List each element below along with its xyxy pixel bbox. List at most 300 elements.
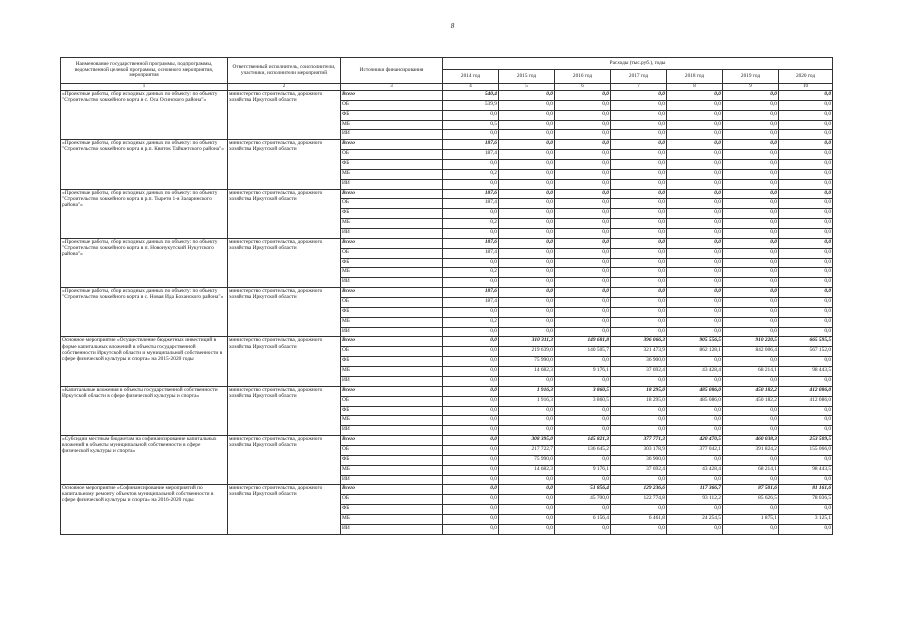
expense-value: 187,4 [443,199,499,209]
column-number: 5 [499,84,555,91]
expense-value: 0,0 [443,307,499,317]
funding-source: МБ [341,268,443,278]
expense-value: 0,0 [723,298,779,308]
expense-value: 0,0 [779,120,833,130]
expense-value: 0,0 [499,169,555,179]
funding-source: ФБ [341,209,443,219]
expense-value: 0,0 [611,416,667,426]
expense-value: 0,0 [555,455,611,465]
expense-value: 0,0 [779,307,833,317]
expense-value: 98 443,5 [779,367,833,377]
expense-value: 0,0 [779,160,833,170]
expense-value: 377 042,1 [667,445,723,455]
header-year: 2016 год [555,70,611,84]
expense-value: 0,0 [667,288,723,298]
expense-value: 0,0 [443,416,499,426]
expense-value: 0,5 [443,120,499,130]
expense-value: 0,0 [779,268,833,278]
funding-source: Всего [341,238,443,248]
table-row [61,91,833,101]
expense-value: 485 086,0 [667,386,723,396]
column-number: 6 [555,84,611,91]
expense-value: 0,0 [723,248,779,258]
funding-source: ИИ [341,426,443,436]
expense-value: 0,0 [443,455,499,465]
column-number: 1 [61,84,228,91]
expense-value: 0,0 [723,288,779,298]
expense-value: 0,0 [611,376,667,386]
expense-value: 0,0 [667,160,723,170]
expense-value: 0,0 [443,258,499,268]
expense-value: 0,0 [779,91,833,101]
expense-value: 36 900,0 [611,357,667,367]
expense-value: 0,0 [779,416,833,426]
expense-value: 0,0 [723,455,779,465]
expense-value: 0,0 [443,229,499,239]
header-responsible: Ответственный исполнитель, соисполнители, участники, исполнители мероприятий [228,58,341,84]
expense-value: 0,0 [555,268,611,278]
expense-value: 0,0 [443,485,499,495]
expense-value: 0,0 [667,100,723,110]
expense-value: 9 176,1 [555,367,611,377]
expense-value: 0,0 [667,229,723,239]
expense-value: 0,0 [779,179,833,189]
expense-value: 0,0 [779,100,833,110]
expense-value: 0,2 [443,219,499,229]
expense-value: 0,0 [499,150,555,160]
expense-value: 219 639,0 [499,347,555,357]
expense-value: 0,0 [555,416,611,426]
expense-value: 0,0 [779,258,833,268]
expense-value: 187,6 [443,140,499,150]
expense-value: 0,0 [779,150,833,160]
expense-value: 0,0 [555,317,611,327]
expense-value: 0,0 [779,130,833,140]
expense-value: 0,0 [611,150,667,160]
expense-value: 0,0 [611,219,667,229]
funding-source: ФБ [341,357,443,367]
expense-value: 0,0 [443,347,499,357]
funding-source: ФБ [341,307,443,317]
expense-value: 0,0 [723,426,779,436]
funding-source: ФБ [341,258,443,268]
expense-value: 0,0 [611,248,667,258]
expense-value: 0,0 [667,150,723,160]
table-row [61,238,833,248]
responsible-executor: министерство строительства, дорожного хозяйства Иркутской области [228,91,341,140]
expense-value: 3 860,5 [555,396,611,406]
funding-source: МБ [341,169,443,179]
expense-value: 0,0 [723,179,779,189]
expense-value: 910 220,5 [723,337,779,347]
measure-name: Основное мероприятие «Софинансирование мероприятий по капитальному ремонту объектов муниципальной собственности в сфере физической культуры и спорта» на 2016-2020 годы [61,485,228,535]
column-number: 10 [779,84,833,91]
expense-value: 0,0 [723,91,779,101]
expense-value: 0,0 [443,445,499,455]
funding-source: МБ [341,465,443,475]
expense-value: 0,0 [723,317,779,327]
funding-source: ИИ [341,278,443,288]
expense-value: 0,0 [555,91,611,101]
column-number: 7 [611,84,667,91]
expense-value: 0,0 [443,465,499,475]
expense-value: 0,0 [499,140,555,150]
expense-value: 0,0 [667,475,723,485]
expense-value: 0,0 [723,524,779,534]
funding-source: ОБ [341,248,443,258]
expense-value: 0,0 [667,416,723,426]
expense-value: 0,0 [443,436,499,446]
expense-value: 0,0 [499,416,555,426]
expense-value: 0,0 [555,327,611,337]
expense-value: 0,0 [611,258,667,268]
measure-name: «Проектные работы, сбор исходных данных по объекту: по объекту "Строительство хоккейного корта в п. Новонукутский Нукутского района"» [61,238,228,287]
expense-value: 862 128,1 [667,347,723,357]
expense-value: 0,0 [611,110,667,120]
expense-value: 129 236,6 [611,485,667,495]
expense-value: 0,0 [723,505,779,515]
expense-value: 0,0 [723,150,779,160]
expense-value: 0,0 [443,524,499,534]
header-year: 2015 год [499,70,555,84]
expense-value: 0,0 [723,416,779,426]
expense-value: 0,0 [779,238,833,248]
expense-value: 308 395,0 [499,436,555,446]
expense-value: 0,0 [611,229,667,239]
expense-value: 85 626,5 [723,495,779,505]
expense-value: 0,0 [555,189,611,199]
funding-source: Всего [341,91,443,101]
expense-value: 0,0 [443,337,499,347]
expense-value: 0,0 [555,248,611,258]
expense-value: 0,0 [779,317,833,327]
expense-value: 0,0 [779,199,833,209]
expense-value: 0,0 [499,495,555,505]
expense-value: 149 681,8 [555,337,611,347]
expense-value: 0,0 [723,278,779,288]
funding-source: ИИ [341,376,443,386]
expense-value: 540,4 [443,91,499,101]
expense-value: 0,0 [611,288,667,298]
expense-value: 0,0 [555,169,611,179]
measure-name: Основное мероприятие «Осуществление бюджетных инвестиций в форме капитальных вложений в объекты государственной собственности Иркутской области и муниципальной собственности в сфере физической культуры и спорта» на 2015-2020 годы [61,337,228,386]
expense-value: 0,0 [611,160,667,170]
expense-value: 0,0 [779,524,833,534]
expense-value: 0,0 [611,130,667,140]
expense-value: 0,0 [499,278,555,288]
responsible-executor: министерство строительства, дорожного хозяйства Иркутской области [228,386,341,435]
expense-value: 0,0 [499,514,555,524]
expense-value: 0,0 [555,475,611,485]
expense-value: 6 461,8 [611,514,667,524]
expense-value: 0,0 [555,100,611,110]
expense-value: 0,0 [611,406,667,416]
expense-value: 0,0 [611,278,667,288]
expense-value: 0,0 [779,406,833,416]
funding-source: МБ [341,120,443,130]
expense-value: 303 178,9 [611,445,667,455]
table-row [61,288,833,298]
expense-value: 0,0 [611,524,667,534]
expense-value: 0,0 [499,475,555,485]
expense-value: 0,0 [723,120,779,130]
expense-value: 0,0 [499,268,555,278]
expense-value: 0,0 [499,209,555,219]
table-row [61,485,833,495]
responsible-executor: министерство строительства, дорожного хозяйства Иркутской области [228,485,341,535]
budget-table [60,57,833,535]
expense-value: 0,0 [779,298,833,308]
expense-value: 75 990,0 [499,455,555,465]
expense-value: 75 990,0 [499,357,555,367]
expense-value: 842 006,4 [723,347,779,357]
expense-value: 0,0 [555,298,611,308]
expense-value: 0,0 [555,229,611,239]
expense-value: 122 774,8 [611,495,667,505]
expense-value: 68 214,1 [723,465,779,475]
expense-value: 0,0 [443,386,499,396]
funding-source: ОБ [341,150,443,160]
expense-value: 377 771,3 [611,436,667,446]
expense-value: 412 086,0 [779,396,833,406]
expense-value: 0,0 [555,219,611,229]
expense-value: 0,0 [667,268,723,278]
expense-value: 0,0 [667,189,723,199]
funding-source: МБ [341,416,443,426]
expense-value: 0,0 [723,376,779,386]
expense-value: 0,0 [667,219,723,229]
expense-value: 145 821,3 [555,436,611,446]
funding-source: ИИ [341,327,443,337]
expense-value: 0,0 [555,179,611,189]
expense-value: 391 824,2 [723,445,779,455]
expense-value: 0,0 [667,258,723,268]
expense-value: 14 682,3 [499,465,555,475]
header-year: 2014 год [443,70,499,84]
expense-value: 0,0 [443,505,499,515]
expense-value: 253 509,5 [779,436,833,446]
expense-value: 0,0 [443,160,499,170]
expense-value: 0,0 [723,189,779,199]
expense-value: 0,0 [555,357,611,367]
funding-source: ОБ [341,445,443,455]
expense-value: 0,0 [723,307,779,317]
expense-value: 0,0 [499,426,555,436]
expense-value: 0,0 [779,475,833,485]
expense-value: 51 856,4 [555,485,611,495]
expense-value: 0,0 [555,307,611,317]
expense-value: 0,0 [667,376,723,386]
expense-value: 0,0 [443,396,499,406]
expense-value: 0,0 [779,327,833,337]
expense-value: 0,0 [779,209,833,219]
header-expenses: Расходы (тыс.руб.), годы [443,58,833,70]
responsible-executor: министерство строительства, дорожного хозяйства Иркутской области [228,189,341,238]
expense-value: 0,0 [667,120,723,130]
expense-value: 420 470,5 [667,436,723,446]
expense-value: 0,0 [443,376,499,386]
expense-value: 0,0 [779,248,833,258]
expense-value: 0,0 [499,376,555,386]
expense-value: 0,0 [667,327,723,337]
header-source: Источники финансирования [341,58,443,84]
expense-value: 0,0 [611,317,667,327]
column-number: 8 [667,84,723,91]
expense-value: 0,0 [667,357,723,367]
expense-value: 0,0 [499,327,555,337]
expense-value: 0,2 [443,268,499,278]
expense-value: 3 125,1 [779,514,833,524]
expense-value: 0,0 [499,160,555,170]
funding-source: ОБ [341,347,443,357]
expense-value: 0,0 [723,406,779,416]
funding-source: ИИ [341,179,443,189]
responsible-executor: министерство строительства, дорожного хозяйства Иркутской области [228,436,341,485]
expense-value: 0,2 [443,169,499,179]
expense-value: 1 916,3 [499,396,555,406]
expense-value: 0,0 [779,229,833,239]
expense-value: 93 112,2 [667,495,723,505]
table-row [61,189,833,199]
funding-source: ОБ [341,495,443,505]
expense-value: 0,2 [443,317,499,327]
expense-value: 43 428,4 [667,465,723,475]
expense-value: 0,0 [667,91,723,101]
expense-value: 0,0 [499,100,555,110]
expense-value: 0,0 [611,268,667,278]
responsible-executor: министерство строительства, дорожного хозяйства Иркутской области [228,140,341,189]
expense-value: 0,0 [667,505,723,515]
expense-value: 0,0 [611,199,667,209]
expense-value: 0,0 [499,307,555,317]
expense-value: 0,0 [723,160,779,170]
expense-value: 0,0 [779,169,833,179]
expense-value: 0,0 [667,278,723,288]
funding-source: ФБ [341,505,443,515]
expense-value: 0,0 [499,238,555,248]
expense-value: 140 505,7 [555,347,611,357]
expense-value: 0,0 [667,317,723,327]
measure-name: «Проектные работы, сбор исходных данных по объекту: по объекту "Строительство хоккейного корта в с. Оса Осинского района"» [61,91,228,140]
expense-value: 0,0 [443,357,499,367]
column-number: 4 [443,84,499,91]
funding-source: Всего [341,189,443,199]
expense-value: 0,0 [779,505,833,515]
expense-value: 0,0 [499,229,555,239]
expense-value: 0,0 [667,238,723,248]
expense-value: 0,0 [499,130,555,140]
expense-value: 0,0 [779,455,833,465]
expense-value: 0,0 [667,140,723,150]
funding-source: Всего [341,386,443,396]
expense-value: 43 428,4 [667,367,723,377]
expense-value: 0,0 [667,298,723,308]
expense-value: 0,0 [723,219,779,229]
expense-value: 0,0 [499,219,555,229]
expense-value: 0,0 [667,169,723,179]
funding-source: ИИ [341,475,443,485]
expense-value: 0,0 [723,100,779,110]
expense-value: 187,6 [443,288,499,298]
expense-value: 0,0 [443,327,499,337]
expense-value: 0,0 [723,357,779,367]
expense-value: 0,0 [611,179,667,189]
expense-value: 905 556,5 [667,337,723,347]
expense-value: 665 595,5 [779,337,833,347]
expense-value: 0,0 [667,110,723,120]
expense-value: 0,0 [499,406,555,416]
measure-name: «Проектные работы, сбор исходных данных по объекту: по объекту "Строительство хоккейного корта в с. Новая Ида Боханского района"» [61,288,228,337]
expense-value: 0,0 [611,91,667,101]
expense-value: 0,0 [723,475,779,485]
expense-value: 136 645,2 [555,445,611,455]
expense-value: 0,0 [611,426,667,436]
expense-value: 0,0 [723,238,779,248]
funding-source: ИИ [341,524,443,534]
expense-value: 78 036,5 [779,495,833,505]
expense-value: 0,0 [611,209,667,219]
expense-value: 0,0 [667,209,723,219]
expense-value: 0,0 [611,327,667,337]
responsible-executor: министерство строительства, дорожного хозяйства Иркутской области [228,288,341,337]
page-number: 8 [450,22,455,30]
expense-value: 0,0 [723,110,779,120]
expense-value: 0,0 [667,307,723,317]
funding-source: ИИ [341,229,443,239]
expense-value: 6 156,4 [555,514,611,524]
expense-value: 0,0 [443,130,499,140]
funding-source: МБ [341,367,443,377]
funding-source: Всего [341,337,443,347]
expense-value: 0,0 [555,140,611,150]
table-row [61,436,833,446]
expense-value: 0,0 [443,278,499,288]
expense-value: 36 900,0 [611,455,667,465]
header-year: 2019 год [723,70,779,84]
expense-value: 155 066,0 [779,445,833,455]
expense-value: 0,0 [667,199,723,209]
funding-source: МБ [341,514,443,524]
expense-value: 0,0 [611,169,667,179]
expense-value: 0,0 [555,376,611,386]
expense-value: 0,0 [779,376,833,386]
expense-value: 0,0 [779,110,833,120]
expense-value: 0,0 [499,317,555,327]
expense-value: 0,0 [499,298,555,308]
expense-value: 0,0 [443,110,499,120]
expense-value: 396 066,3 [611,337,667,347]
expense-value: 0,0 [499,258,555,268]
expense-value: 0,0 [555,288,611,298]
expense-value: 0,0 [443,475,499,485]
expense-value: 37 692,4 [611,465,667,475]
expense-value: 0,0 [443,514,499,524]
expense-value: 0,0 [555,120,611,130]
expense-value: 450 182,2 [723,396,779,406]
funding-source: ОБ [341,396,443,406]
funding-source: МБ [341,219,443,229]
expense-value: 0,0 [723,229,779,239]
expense-value: 0,0 [667,455,723,465]
expense-value: 18 295,0 [611,386,667,396]
expense-value: 18 295,0 [611,396,667,406]
expense-value: 1 916,3 [499,386,555,396]
expense-value: 567 152,0 [779,347,833,357]
expense-value: 0,0 [667,179,723,189]
expense-value: 37 692,4 [611,367,667,377]
expense-value: 3 860,5 [555,386,611,396]
expense-value: 0,0 [667,406,723,416]
